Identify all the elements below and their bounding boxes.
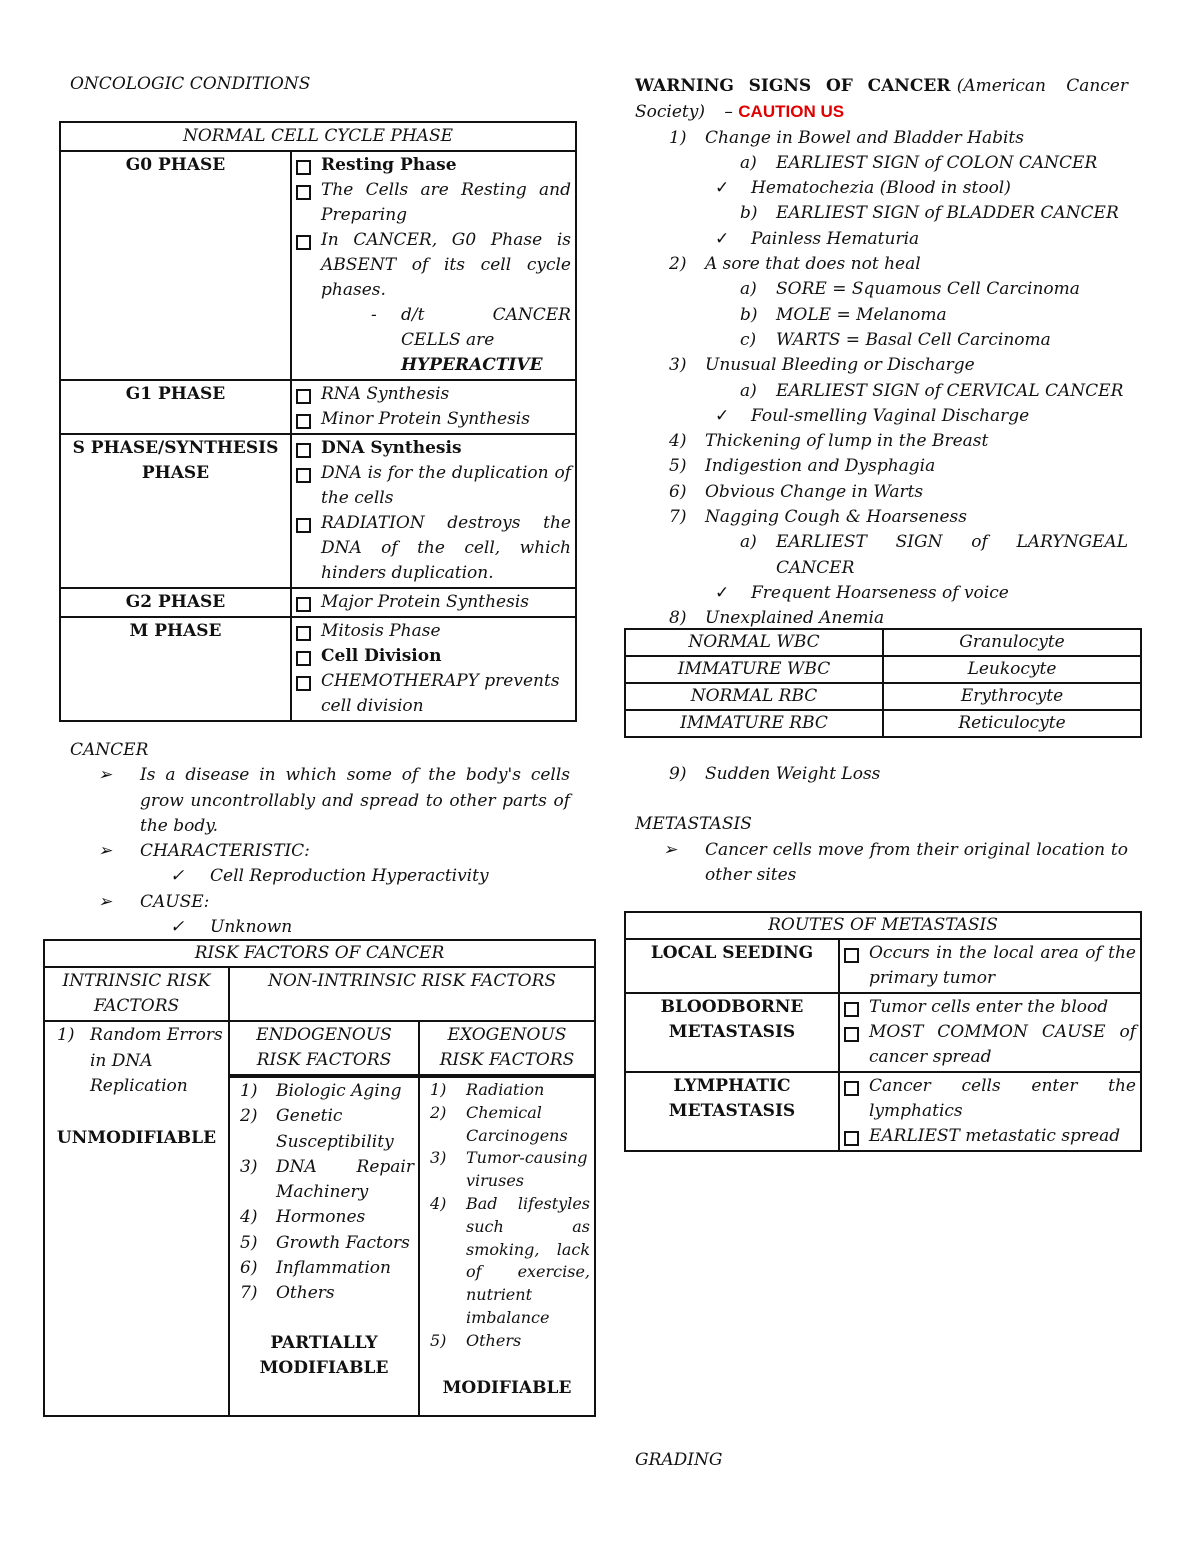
page-heading: ONCOLOGIC CONDITIONS [70,74,311,94]
list-item: The Cells are Resting and Preparing [296,178,571,228]
arrow-icon: ➢ [97,891,113,912]
list-item: 2) Chemical Carcinogens [430,1102,568,1145]
checkbox-icon [296,414,311,429]
list-item: Minor Protein Synthesis [296,407,571,432]
route-blood-details [839,993,1141,1072]
endogenous-note: PARTIALLY MODIFIABLE [259,1332,389,1378]
risk-title: RISK FACTORS OF CANCER [44,940,595,967]
warning-sign-item: ✓ Foul-smelling Vaginal Discharge [635,404,1128,429]
list-item: DNA Synthesis [296,436,571,461]
list-item: 6) Inflammation [240,1258,391,1279]
list-item: ➢ Is a disease in which some of the body's cells grow uncontrollably and spread to other parts of the body. [70,763,570,839]
metastasis-heading: METASTASIS [635,814,752,835]
checkbox-icon [844,1002,859,1017]
warning-sign-item: ✓ Hematochezia (Blood in stool) [635,176,1128,201]
blood-cell-name: Granulocyte [883,629,1141,656]
blood-cell-type: NORMAL RBC [625,683,883,710]
warning-sign-item: 7) Nagging Cough & Hoarseness [669,507,967,528]
g1-details [291,380,576,434]
phase-g2: G2 PHASE [60,588,291,617]
list-item: 2) Genetic Susceptibility [240,1106,394,1152]
warning-sign-item: 8) Unexplained Anemia [669,608,885,629]
list-item: In CANCER, G0 Phase is ABSENT of its cell cycle phases. [296,228,571,303]
cell-cycle-table [59,121,577,722]
list-item: Mitosis Phase [296,619,571,644]
g0-sub-item: - d/t CANCER CELLS are HYPERACTIVE [371,305,571,375]
list-item: 3) Tumor-causing viruses [430,1148,588,1191]
list-item: ✓ Unknown [70,915,570,940]
blood-cell-name: Leukocyte [883,656,1141,683]
list-item: 5) Others [430,1330,522,1350]
checkbox-icon [296,468,311,483]
warning-sign-item: a) EARLIEST SIGN of COLON CANCER [740,152,1098,173]
warning-title: WARNING SIGNS OF CANCER (American Cancer Society) – CAUTION US [635,76,1128,123]
warning-signs-section [635,74,1128,632]
checkbox-icon [296,518,311,533]
checkbox-icon [296,185,311,200]
non-intrinsic-header: NON-INTRINSIC RISK FACTORS [229,967,595,1021]
exogenous-items [419,1076,595,1416]
cancer-heading: CANCER [70,740,149,760]
blood-cell-table [624,628,1142,738]
warning-sign-item: 6) Obvious Change in Warts [669,481,924,502]
list-item: 9) Sudden Weight Loss [669,764,881,784]
blood-cell-type: IMMATURE RBC [625,710,883,737]
route-lymph-details [839,1072,1141,1151]
phase-g1: G1 PHASE [60,380,291,434]
list-item: ➢ CAUSE: [70,890,570,915]
list-item: ✓ Cell Reproduction Hyperactivity [70,864,570,889]
list-item: Cancer cells enter the lymphatics [844,1074,1136,1124]
list-item: Cell Division [296,644,571,669]
intrinsic-note: UNMODIFIABLE [56,1127,217,1148]
arrow-icon: ➢ [97,841,113,862]
checkbox-icon [296,160,311,175]
list-item: 1) Biologic Aging [240,1081,402,1101]
checkbox-icon [296,651,311,666]
list-item: DNA is for the duplication of the cells [296,461,571,511]
g0-details [291,151,576,380]
list-item: 7) Others [240,1283,335,1304]
list-item: RADIATION destroys the DNA of the cell, which hinders duplication. [296,511,571,586]
intrinsic-items [44,1021,229,1416]
warning-sign-item: b) EARLIEST SIGN of BLADDER CANCER [740,203,1119,224]
list-item: Tumor cells enter the blood [844,995,1136,1020]
phase-s: S PHASE/SYNTHESIS PHASE [60,434,291,588]
warning-sign-item: 2) A sore that does not heal [669,254,921,275]
routes-title: ROUTES OF METASTASIS [625,912,1141,939]
list-item: 1) Random Errors in DNA Replication [57,1025,223,1096]
checkbox-icon [844,1131,859,1146]
exogenous-header: EXOGENOUS RISK FACTORS [419,1021,595,1076]
endogenous-items [229,1076,419,1416]
g2-details [291,588,576,617]
checkbox-icon [296,676,311,691]
checkmark-icon: ✓ [170,917,185,938]
list-item: ➢ CHARACTERISTIC: [70,839,570,864]
warning-sign-item: a) EARLIEST SIGN of CERVICAL CANCER [740,380,1124,401]
warning-sign-item: ✓ Painless Hematuria [635,227,1128,252]
blood-cell-type: IMMATURE WBC [625,656,883,683]
checkbox-icon [296,443,311,458]
checkbox-icon [844,1027,859,1042]
route-local: LOCAL SEEDING [625,939,839,993]
checkmark-icon: ✓ [170,866,185,887]
endogenous-header: ENDOGENOUS RISK FACTORS [229,1021,419,1076]
list-item: Major Protein Synthesis [296,590,571,615]
warning-sign-item: 4) Thickening of lump in the Breast [669,431,989,452]
checkbox-icon [844,948,859,963]
route-lymph: LYMPHATIC METASTASIS [625,1072,839,1151]
arrow-icon: ➢ [97,765,113,786]
risk-factors-table [43,939,596,1417]
warning-sign-item: 1) Change in Bowel and Bladder Habits [669,127,1024,148]
blood-cell-name: Erythrocyte [883,683,1141,710]
list-item: 3) DNA Repair Machinery [240,1156,414,1203]
checkmark-icon: ✓ [715,178,730,199]
warning-sign-item: ✓ Frequent Hoarseness of voice [635,581,1128,606]
warning-sign-item: a) SORE = Squamous Cell Carcinoma [740,279,1080,300]
caution-us-acronym: CAUTION US [738,102,845,122]
warning-sign-item: 5) Indigestion and Dysphagia [669,456,936,477]
list-item: CHEMOTHERAPY prevents cell division [296,669,571,719]
checkbox-icon [844,1081,859,1096]
list-item: 4) Hormones [240,1207,366,1228]
checkmark-icon: ✓ [715,582,730,603]
cell-cycle-title: NORMAL CELL CYCLE PHASE [60,122,576,151]
checkmark-icon: ✓ [715,228,730,249]
route-blood: BLOODBORNE METASTASIS [625,993,839,1072]
exogenous-note: MODIFIABLE [442,1377,572,1398]
phase-m: M PHASE [60,617,291,721]
warning-sign-item: c) WARTS = Basal Cell Carcinoma [740,329,1051,350]
route-local-details [839,939,1141,993]
metastasis-section [635,762,1128,888]
list-item: 1) Radiation [430,1080,545,1099]
m-details [291,617,576,721]
list-item: Resting Phase [296,153,571,178]
phase-g0: G0 PHASE [60,151,291,380]
intrinsic-header: INTRINSIC RISK FACTORS [44,967,229,1021]
checkbox-icon [296,626,311,641]
list-item: EARLIEST metastatic spread [844,1124,1136,1149]
warning-sign-item: b) MOLE = Melanoma [740,304,947,325]
cancer-section [70,738,570,940]
list-item: MOST COMMON CAUSE of cancer spread [844,1020,1136,1070]
list-item: 5) Growth Factors [240,1232,410,1253]
checkbox-icon [296,235,311,250]
warning-sign-item: a) EARLIEST SIGN of LARYNGEAL CANCER [740,532,1128,578]
list-item: Occurs in the local area of the primary tumor [844,941,1136,991]
blood-cell-name: Reticulocyte [883,710,1141,737]
s-details [291,434,576,588]
checkbox-icon [296,389,311,404]
checkmark-icon: ✓ [715,405,730,426]
grading-heading: GRADING [635,1450,723,1470]
blood-cell-type: NORMAL WBC [625,629,883,656]
routes-table [624,911,1142,1152]
warning-signs-list [635,126,1128,632]
checkbox-icon [296,597,311,612]
list-item: RNA Synthesis [296,382,571,407]
list-item: 4) Bad lifestyles such as smoking, lack of exercise, nutrient imbalance [430,1193,591,1327]
warning-sign-item: 3) Unusual Bleeding or Discharge [669,355,975,376]
arrow-icon: ➢ [662,839,678,860]
list-item: ➢ Cancer cells move from their original location to other sites [635,838,1128,889]
